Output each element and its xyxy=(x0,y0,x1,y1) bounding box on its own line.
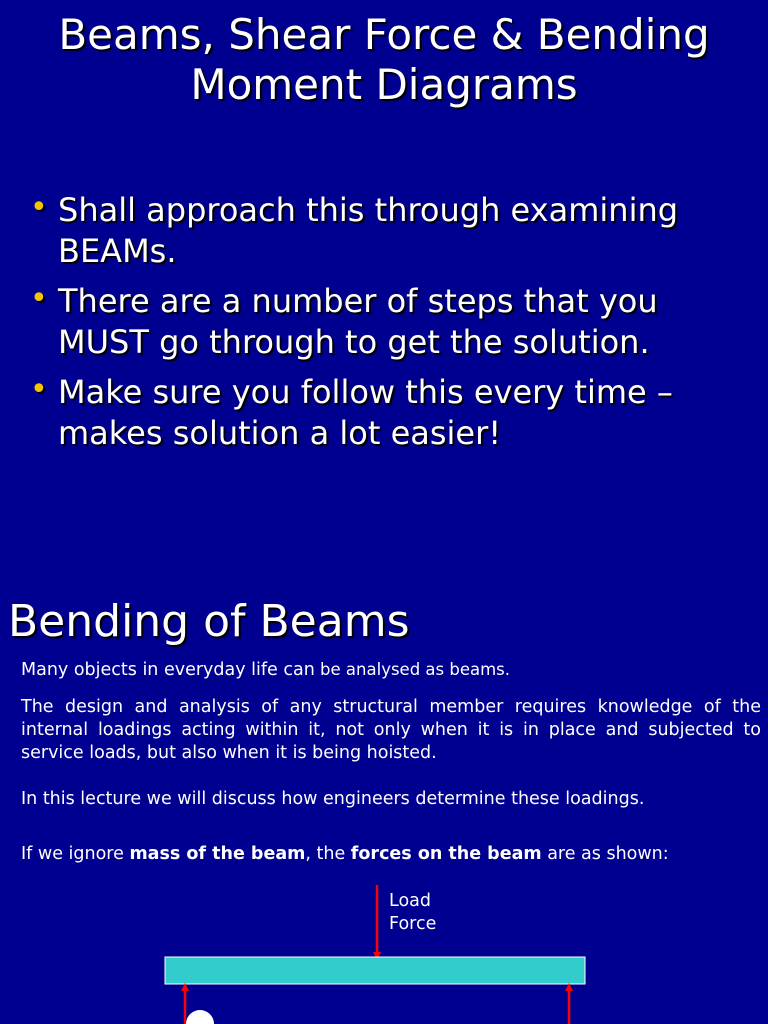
paragraph-text: be analysed as beams. xyxy=(314,660,511,679)
bullet-text: Shall approach this through examining BEAMs. xyxy=(58,191,679,270)
title-line-2: Moment Diagrams xyxy=(190,60,578,109)
slide-2 xyxy=(0,570,768,1024)
title-line-1: Beams, Shear Force & Bending xyxy=(58,10,710,59)
bullet-item xyxy=(30,372,750,454)
paragraph-everyday-objects xyxy=(21,658,761,682)
beam xyxy=(165,957,585,984)
paragraph-text: Many objects in everyday life can xyxy=(21,660,315,680)
paragraph-text: , the xyxy=(305,844,351,864)
beam-diagram xyxy=(0,870,768,1024)
bullet-dot-icon: • xyxy=(30,190,48,225)
bullet-text: There are a number of steps that you MUST go through to get the solution. xyxy=(58,282,658,361)
bullet-item xyxy=(30,281,750,363)
paragraph-text: If we ignore xyxy=(21,844,130,864)
bold-text: forces on the beam xyxy=(350,844,542,864)
slide-1-title xyxy=(0,10,768,110)
bullet-dot-icon: • xyxy=(30,372,48,407)
load-label-line-1: Load xyxy=(389,891,431,911)
bullet-list xyxy=(30,190,750,463)
paragraph-design-analysis: The design and analysis of any structural member requires knowledge of the internal loadings acting within it, not only when it is in place and subjected to service loads, but also when it is being hoisted. xyxy=(21,697,761,763)
support-circle xyxy=(186,1010,214,1024)
bullet-text: Make sure you follow this every time – makes solution a lot easier! xyxy=(58,373,673,452)
paragraph-forces xyxy=(21,843,761,866)
paragraph-lecture: In this lecture we will discuss how engineers determine these loadings. xyxy=(21,789,645,809)
slide-2-title: Bending of Beams xyxy=(8,596,410,647)
load-label-line-2: Force xyxy=(389,914,437,934)
paragraph-text: are as shown: xyxy=(541,844,669,864)
bullet-item xyxy=(30,190,750,272)
bold-text: mass of the beam xyxy=(129,844,306,864)
bullet-dot-icon: • xyxy=(30,281,48,316)
load-force-label xyxy=(389,890,436,936)
